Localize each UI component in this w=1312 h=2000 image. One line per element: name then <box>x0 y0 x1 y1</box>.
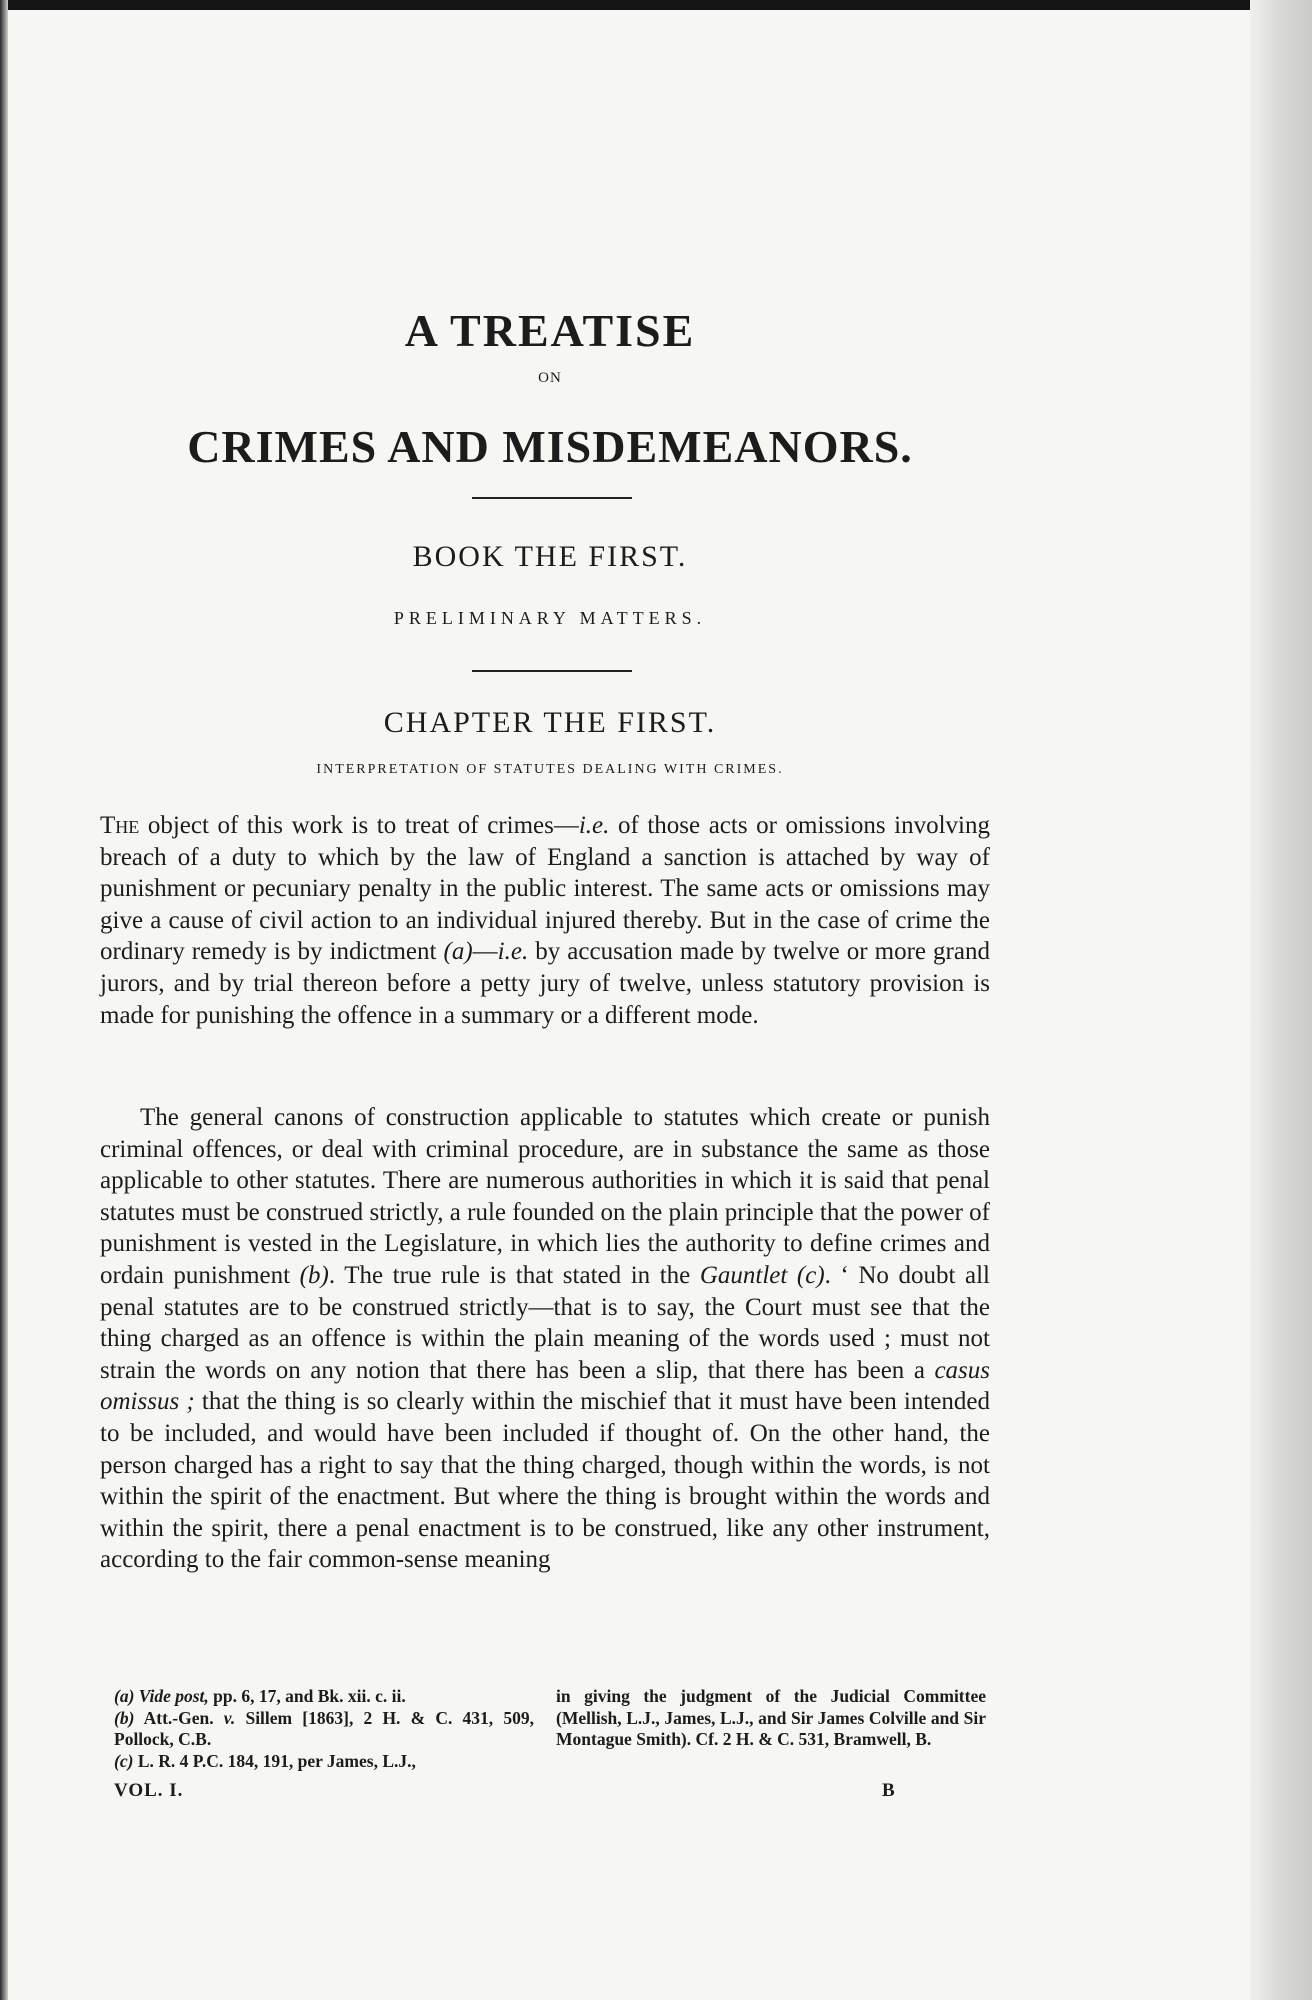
body-paragraph-1 <box>100 810 990 1031</box>
footnote-ref-b: (b) <box>299 1261 329 1289</box>
footnote-text: Att.-Gen. <box>134 1707 224 1728</box>
book-subheading: PRELIMINARY MATTERS. <box>393 608 707 628</box>
paragraph-text: . ‘ No doubt all penal statutes are to be construed strictly—that is to say, the Court must see that the thing charged as an offence is within the plain meaning of the words used ; must not strain the words on any notion that there has been a slip, that there has been a <box>100 1261 990 1384</box>
title-connector: ON <box>538 370 562 386</box>
footnote-c <box>114 1751 534 1773</box>
footnotes-right-column: in giving the judgment of the Judicial Committee (Mellish, L.J., James, L.J., and Sir James Colville and Sir Montague Smith). Cf. 2 H. & C. 531, Bramwell, B. <box>556 1686 986 1750</box>
footnote-ref-a: (a) <box>443 938 473 966</box>
footnote-italic: Vide post, <box>138 1686 209 1706</box>
footnote-text: Sillem [1863], 2 H. & C. 431, 509, Pollock, C.B. <box>114 1707 534 1750</box>
case-name: Gauntlet <box>699 1261 788 1289</box>
footnotes-left-column <box>114 1686 534 1772</box>
paragraph-text: — <box>472 938 498 966</box>
paragraph-text <box>787 1262 797 1289</box>
volume-label: VOL. I. <box>114 1780 184 1801</box>
latin-phrase: casus omissus ; <box>100 1356 990 1416</box>
footnote-b <box>114 1708 534 1751</box>
footnote-ref-c: (c) <box>796 1261 825 1289</box>
footnote-mark: (c) <box>114 1750 134 1771</box>
footnote-mark: (b) <box>114 1707 135 1728</box>
book-heading: BOOK THE FIRST. <box>412 540 688 573</box>
footnote-text: L. R. 4 P.C. 184, 191, per James, L.J., <box>133 1750 416 1771</box>
paragraph-text: object of this work is to treat of crimes— <box>139 812 579 839</box>
page-gutter-shadow <box>1250 0 1312 2000</box>
paragraph-text: of those acts or omissions involving breach of a duty to which by the law of England a sanction is attached by way of punishment or pecuniary penalty in the public interest. The same acts or omissions may give a cause of civil action to an individual injured thereby. But in the case of crime the ordinary remedy is by indictment <box>100 812 990 966</box>
italic-abbreviation: i.e. <box>497 938 529 966</box>
footnote-text: pp. 6, 17, and Bk. xii. c. ii. <box>208 1686 406 1706</box>
treatise-title: A TREATISE <box>404 305 696 356</box>
title-divider <box>472 497 632 499</box>
body-paragraph-2 <box>100 1102 990 1576</box>
footnote-a <box>114 1686 534 1708</box>
paragraph-text: . The true rule is that stated in the <box>328 1261 700 1289</box>
italic-abbreviation: i.e. <box>578 812 610 839</box>
chapter-heading: CHAPTER THE FIRST. <box>383 706 717 739</box>
chapter-subheading: INTERPRETATION OF STATUTES DEALING WITH CRIMES. <box>316 762 784 777</box>
footnote-mark: (a) <box>114 1686 135 1706</box>
signature-mark: B <box>882 1780 895 1801</box>
main-title: CRIMES AND MISDEMEANORS. <box>187 421 913 472</box>
paragraph-text: by accusation made by twelve or more grand jurors, and by trial thereon before a petty jury of twelve, unless statutory provision is made for punishing the offence in a summary or a different mode. <box>100 938 990 1029</box>
footnote-italic: v. <box>223 1707 236 1728</box>
book-divider <box>472 670 632 672</box>
paragraph-text: The general canons of construction applicable to statutes which create or punish criminal offences, or deal with criminal procedure, are in substance the same as those applicable to other statutes. There are numerous authorities in which it is said that penal statutes must be construed strictly, a rule founded on the plain principle that the power of punishment is vested in the Legislature, in which lies the authority to define crimes and ordain punishment <box>100 1104 990 1289</box>
paragraph-text: that the thing is so clearly within the mischief that it must have been intended to be included, and would have been included if thought of. On the other hand, the person charged has a right to say that the thing charged, though within the words, is not within the spirit of the enactment. But where the thing is brought within the words and within the spirit, there a penal enactment is to be construed, like any other instrument, according to the fair common-sense meaning <box>100 1388 990 1574</box>
paragraph-lead-word: The <box>100 812 140 839</box>
